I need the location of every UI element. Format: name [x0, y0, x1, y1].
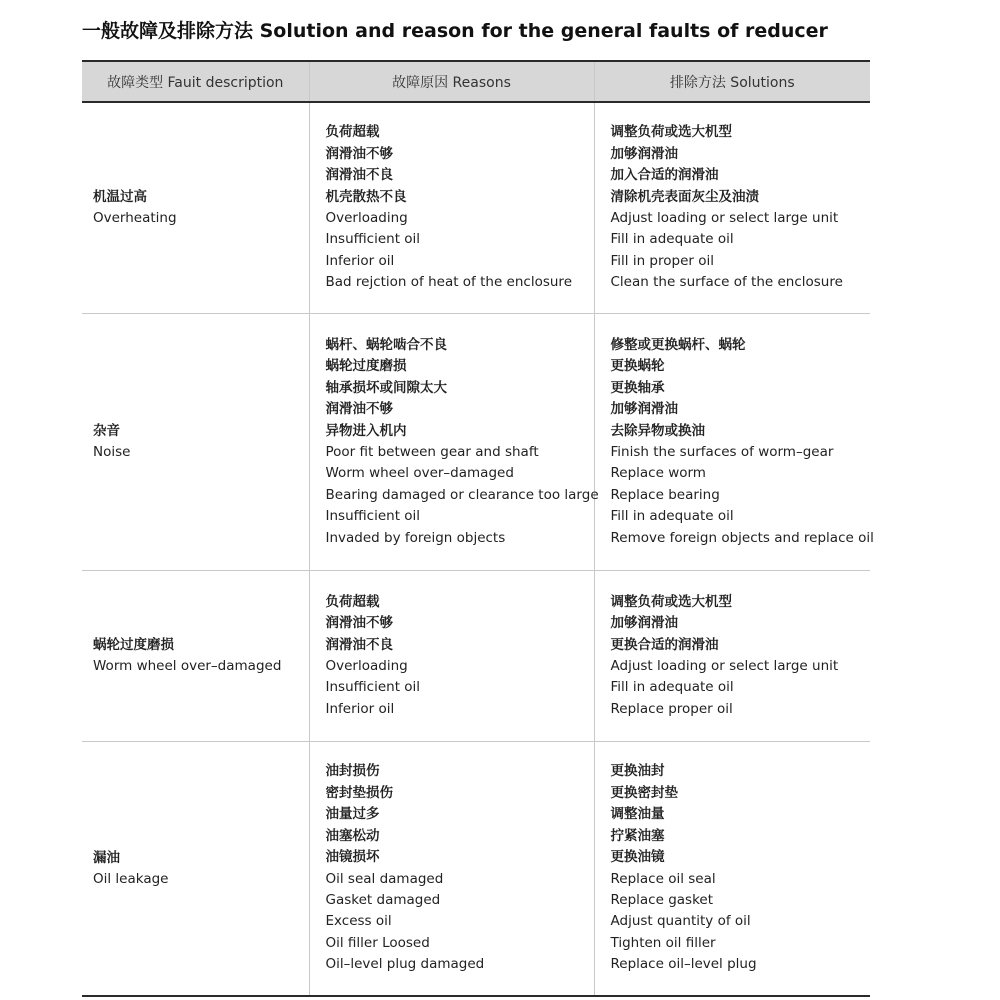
list-item-cn: 蜗轮过度磨损 — [325, 358, 407, 375]
list-item-en: Bad rejction of heat of the enclosure — [325, 274, 572, 291]
list-item-en: Replace gasket — [610, 891, 714, 908]
list-item-cn: 机壳散热不良 — [325, 188, 407, 205]
fault-name-en: Overheating — [93, 210, 177, 226]
list-item-en: Inferior oil — [325, 700, 395, 717]
solutions-cell — [594, 102, 870, 314]
solutions-cell — [594, 742, 870, 997]
list-item-cn: 修整或更换蜗杆、蜗轮 — [610, 336, 746, 353]
list-item-cn: 更换油镜 — [610, 849, 665, 866]
list-item-cn: 加够润滑油 — [610, 145, 678, 162]
header-reasons: 故障原因 Reasons — [309, 61, 594, 102]
list-item-en: Fill in proper oil — [610, 252, 714, 269]
reasons-cell — [309, 571, 594, 742]
list-item-en: Gasket damaged — [325, 891, 441, 908]
reasons-cell — [309, 742, 594, 997]
list-item-cn: 更换密封垫 — [610, 784, 678, 801]
table-header-row — [82, 61, 870, 102]
table-row — [82, 742, 870, 997]
list-item-en: Oil–level plug damaged — [325, 956, 485, 973]
list-item-en: Worm wheel over–damaged — [325, 465, 514, 482]
list-item-cn: 去除异物或换油 — [610, 422, 705, 439]
reasons-cell — [309, 314, 599, 571]
list-item-en: Finish the surfaces of worm–gear — [610, 444, 834, 460]
page-title: 一般故障及排除方法 Solution and reason for the general faults of reducer — [82, 20, 828, 42]
fault-name-en: Noise — [93, 444, 131, 460]
fault-name-en: Worm wheel over–damaged — [93, 658, 282, 674]
list-item-en: Oil seal damaged — [325, 870, 444, 887]
list-item-en: Replace oil–level plug — [610, 956, 757, 973]
list-item-cn: 润滑油不良 — [325, 636, 393, 653]
list-item-cn: 油量过多 — [325, 806, 380, 823]
list-item-cn: 调整负荷或选大机型 — [610, 124, 732, 141]
list-item-en: Replace proper oil — [610, 700, 733, 717]
reasons-list — [326, 761, 594, 975]
list-item-en: Clean the surface of the enclosure — [610, 274, 843, 291]
list-item-en: Fill in adequate oil — [610, 231, 734, 248]
list-item-en: Adjust loading or select large unit — [610, 210, 839, 226]
list-item-cn: 调整负荷或选大机型 — [610, 593, 732, 610]
list-item-cn: 异物进入机内 — [325, 422, 407, 439]
table-row — [82, 102, 870, 314]
list-item-en: Fill in adequate oil — [610, 679, 734, 696]
list-item-cn: 调整油量 — [610, 806, 665, 823]
list-item-cn: 更换蜗轮 — [610, 358, 665, 375]
list-item-cn: 加够润滑油 — [610, 615, 678, 632]
list-item-en: Oil filler Loosed — [325, 934, 430, 951]
fault-cell — [82, 742, 309, 997]
list-item-en: Remove foreign objects and replace oil — [610, 529, 874, 546]
fault-name-cn: 漏油 — [93, 849, 120, 866]
list-item-en: Invaded by foreign objects — [325, 529, 506, 546]
fault-cell — [82, 102, 309, 314]
list-item-en: Tighten oil filler — [610, 934, 716, 951]
list-item-cn: 更换轴承 — [610, 379, 665, 396]
list-item-en: Overloading — [325, 210, 408, 226]
list-item-en: Excess oil — [325, 913, 392, 930]
reasons-list — [326, 122, 594, 293]
list-item-cn: 负荷超载 — [325, 593, 380, 610]
fault-name-en: Oil leakage — [93, 870, 169, 887]
list-item-cn: 负荷超载 — [325, 124, 380, 141]
list-item-en: Replace worm — [610, 465, 706, 482]
table-row — [82, 314, 870, 571]
fault-table — [82, 60, 874, 997]
list-item-cn: 轴承损坏或间隙太大 — [325, 379, 447, 396]
fault-name-cn: 机温过高 — [93, 189, 147, 205]
solutions-list — [610, 335, 874, 549]
list-item-cn: 润滑油不够 — [325, 145, 393, 162]
list-item-cn: 拧紧油塞 — [610, 827, 665, 844]
list-item-cn: 更换油封 — [610, 763, 665, 780]
list-item-cn: 蜗杆、蜗轮啮合不良 — [325, 336, 447, 353]
solutions-cell — [594, 571, 870, 742]
list-item-cn: 油封损伤 — [325, 763, 380, 780]
reasons-list — [325, 335, 599, 549]
list-item-cn: 润滑油不良 — [325, 167, 393, 184]
fault-cell — [82, 571, 309, 742]
list-item-cn: 加够润滑油 — [610, 401, 678, 418]
list-item-en: Adjust quantity of oil — [610, 913, 751, 930]
list-item-cn: 更换合适的润滑油 — [610, 636, 719, 653]
list-item-cn: 油镜损坏 — [325, 849, 380, 866]
list-item-en: Bearing damaged or clearance too large — [325, 486, 599, 503]
fault-name-cn: 蜗轮过度磨损 — [93, 637, 174, 653]
list-item-en: Fill in adequate oil — [610, 508, 734, 525]
list-item-cn: 润滑油不够 — [325, 401, 393, 418]
list-item-en: Inferior oil — [325, 252, 395, 269]
header-fault-description: 故障类型 Fauit description — [82, 61, 309, 102]
reasons-cell — [309, 102, 594, 314]
list-item-en: Adjust loading or select large unit — [610, 658, 839, 674]
list-item-en: Insufficient oil — [325, 508, 421, 525]
list-item-en: Poor fit between gear and shaft — [325, 444, 539, 460]
list-item-cn: 密封垫损伤 — [325, 784, 393, 801]
table-row — [82, 571, 870, 742]
fault-name-cn: 杂音 — [93, 423, 120, 439]
solutions-list — [611, 761, 871, 975]
solutions-list — [611, 122, 871, 293]
list-item-en: Insufficient oil — [325, 679, 421, 696]
solutions-cell — [594, 314, 874, 571]
fault-cell — [82, 314, 309, 571]
list-item-cn: 清除机壳表面灰尘及油渍 — [610, 188, 759, 205]
list-item-en: Replace oil seal — [610, 870, 716, 887]
list-item-en: Replace bearing — [610, 486, 720, 503]
list-item-cn: 加入合适的润滑油 — [610, 167, 719, 184]
header-solutions: 排除方法 Solutions — [594, 61, 870, 102]
list-item-cn: 油塞松动 — [325, 827, 380, 844]
list-item-en: Overloading — [325, 658, 408, 674]
list-item-cn: 润滑油不够 — [325, 615, 393, 632]
list-item-en: Insufficient oil — [325, 231, 421, 248]
reasons-list — [326, 592, 594, 720]
solutions-list — [611, 592, 871, 720]
